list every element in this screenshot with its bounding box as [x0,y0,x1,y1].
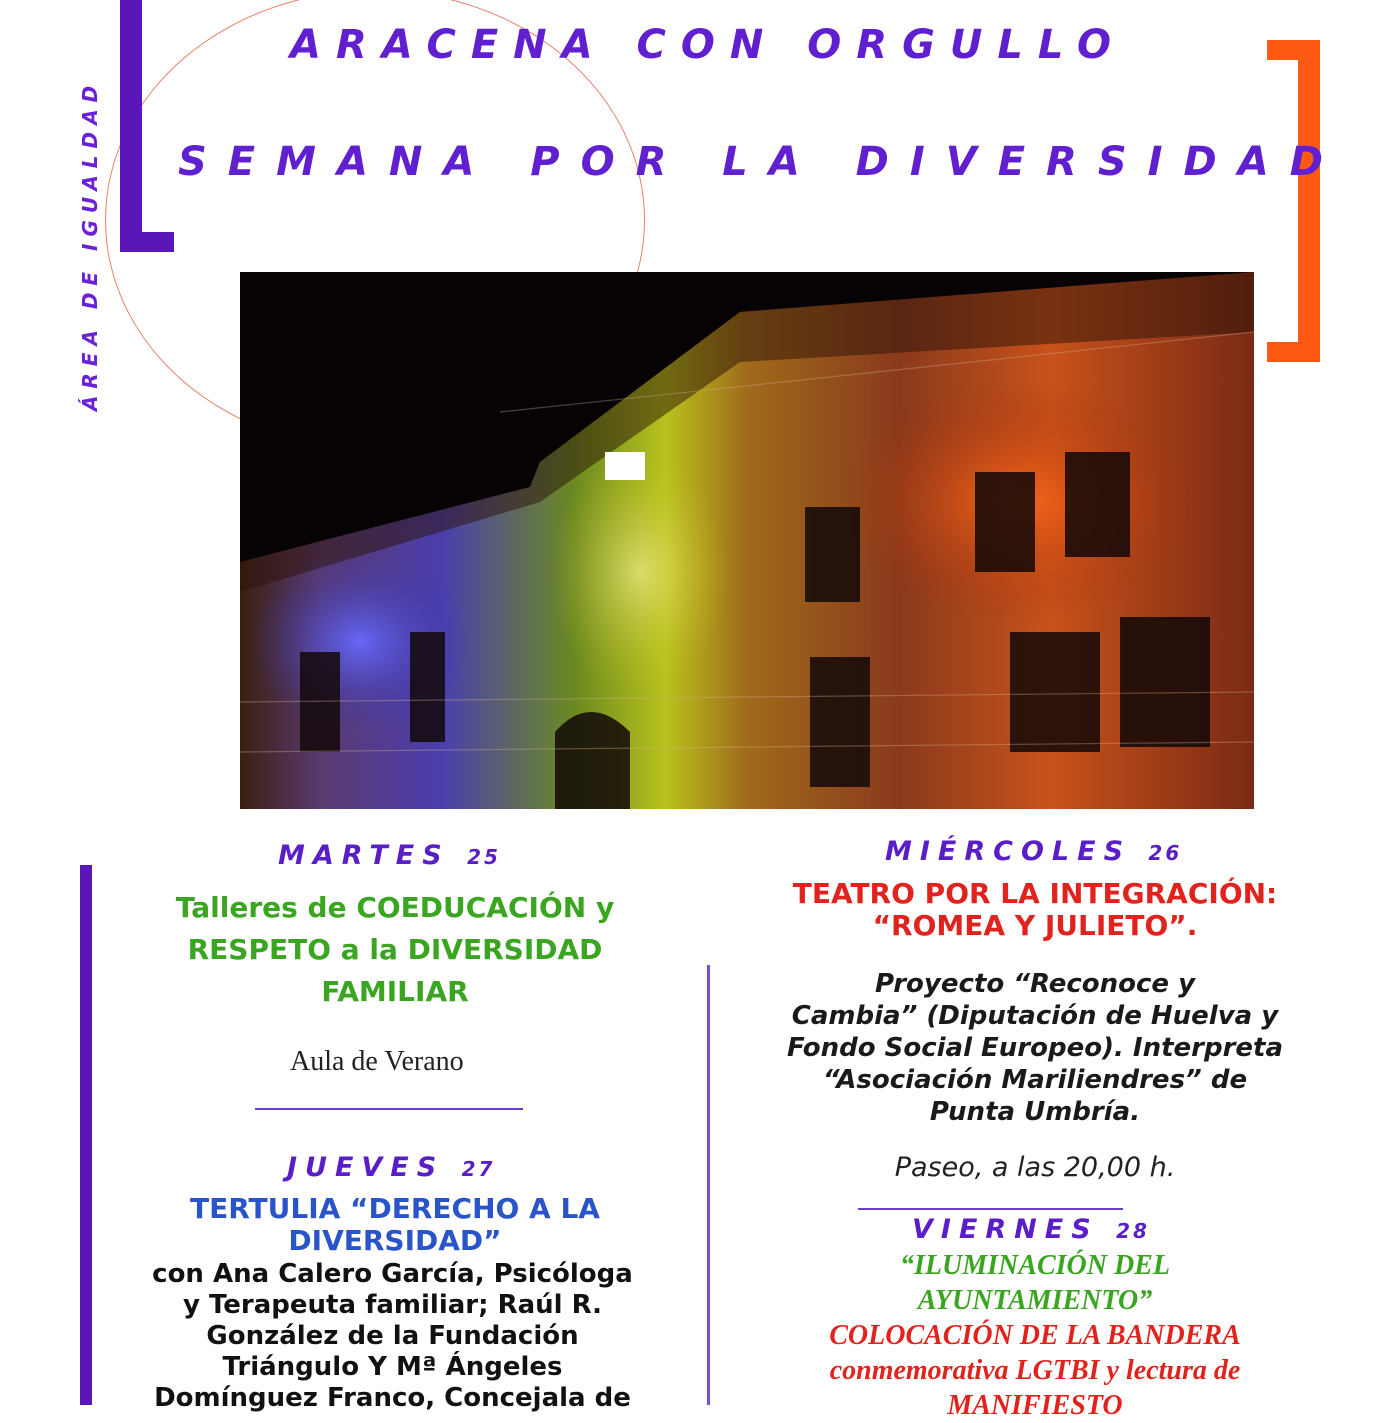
viernes-description [745,1248,1325,1423]
miercoles-desc-line: Punta Umbría. [929,1097,1141,1127]
jueves-title-line: DIVERSIDAD” [288,1224,502,1257]
day-heading-martes [278,840,501,871]
left-bracket-foot [120,232,174,252]
day-name: JUEVES [287,1152,445,1183]
martes-title-line: FAMILIAR [321,975,469,1008]
miercoles-place: Paseo, a las 20,00 h. [894,1152,1176,1183]
viernes-line: MANIFIESTO [947,1390,1123,1421]
day-heading-viernes [912,1214,1150,1245]
miercoles-desc-line: Cambia” (Diputación de Huelva y [791,1001,1279,1031]
day-number: 26 [1148,841,1183,865]
miercoles-desc-line: Proyecto “Reconoce y [874,969,1196,999]
viernes-line: conmemorativa LGTBI y lectura de [829,1355,1241,1386]
miercoles-title-line: TEATRO POR LA INTEGRACIÓN: [792,877,1278,910]
jueves-desc-line: Triángulo Y Mª Ángeles [222,1352,563,1382]
day-name: VIERNES [912,1214,1099,1245]
viernes-line: “ILUMINACIÓN DEL [900,1250,1170,1281]
jueves-title [120,1193,670,1257]
left-bracket [120,0,142,252]
jueves-desc-line: y Terapeuta familiar; Raúl R. [183,1290,602,1320]
day-number: 28 [1116,1219,1150,1243]
right-bracket-top [1267,40,1320,60]
martes-title [120,887,670,1013]
jueves-desc-line: González de la Fundación [206,1321,579,1351]
day-name: MIÉRCOLES [885,836,1132,867]
right-bracket [1298,40,1320,362]
jueves-title-line: TERTULIA “DERECHO A LA [190,1192,600,1225]
left-column-rule [80,865,92,1405]
miercoles-desc-line: “Asociación Mariliendres” de [822,1065,1248,1095]
viernes-line: AYUNTAMIENTO” [917,1285,1153,1316]
viernes-line: COLOCACIÓN DE LA BANDERA [829,1320,1241,1351]
day-number: 25 [467,845,501,869]
martes-place: Aula de Verano [290,1046,464,1077]
town-hall-photo [240,272,1254,809]
martes-title-line: RESPETO a la DIVERSIDAD [187,933,603,966]
title-line-2: SEMANA POR LA DIVERSIDAD [178,139,1344,185]
jueves-description [110,1259,675,1414]
area-label: ÁREA DE IGUALDAD [78,78,102,412]
miercoles-title [745,878,1325,942]
jueves-desc-line: con Ana Calero García, Psicóloga [152,1259,633,1289]
jueves-desc-line: Domínguez Franco, Concejala de [154,1383,631,1413]
column-divider [707,965,710,1405]
day-number: 27 [461,1157,496,1181]
martes-title-line: Talleres de COEDUCACIÓN y [175,891,615,924]
day-heading-jueves [287,1152,495,1183]
day-name: MARTES [278,840,450,871]
miercoles-desc-line: Fondo Social Europeo). Interpreta [786,1033,1284,1063]
miercoles-description [745,968,1325,1128]
miercoles-title-line: “ROMEA Y JULIETO”. [872,909,1198,942]
day-heading-miercoles [885,836,1182,867]
separator [255,1108,523,1110]
right-bracket-bottom [1267,342,1320,362]
separator [858,1208,1123,1210]
title-line-1: ARACENA CON ORGULLO [290,22,1126,68]
